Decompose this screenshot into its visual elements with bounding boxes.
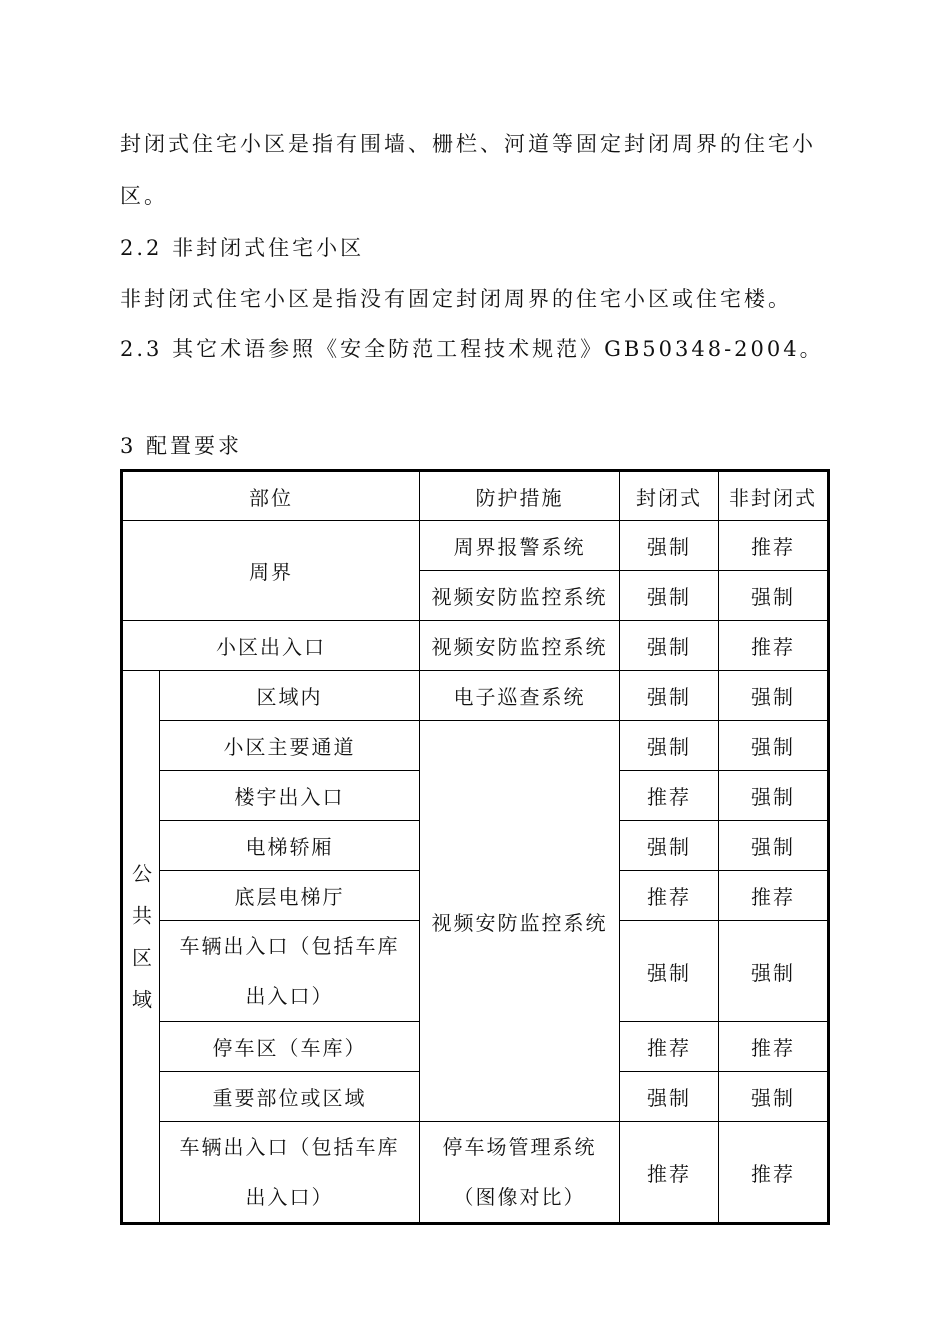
table-header-row: [122, 471, 829, 521]
open-cell: 强制: [719, 671, 829, 721]
entrance-cell: 小区出入口: [122, 621, 420, 671]
open-cell: 强制: [719, 721, 829, 771]
location-cell: 底层电梯厅: [160, 871, 420, 921]
closed-cell: 推荐: [620, 1022, 719, 1072]
location-line-2: 出入口）: [245, 984, 334, 1008]
location-cell: 停车区（车库）: [160, 1022, 420, 1072]
closed-cell: 强制: [620, 621, 719, 671]
header-location: 部位: [122, 471, 420, 521]
closed-cell: 推荐: [620, 1122, 719, 1224]
closed-cell: 推荐: [620, 871, 719, 921]
closed-cell: 推荐: [620, 771, 719, 821]
location-cell: 楼宇出入口: [160, 771, 420, 821]
measure-cell-video: 视频安防监控系统: [420, 721, 620, 1122]
open-cell: 强制: [719, 921, 829, 1022]
location-cell: [160, 1122, 420, 1224]
paragraph-2-3: 2.3 其它术语参照《安全防范工程技术规范》GB50348-2004。: [120, 337, 824, 361]
paragraph-1-continued: 区。: [120, 184, 168, 208]
location-cell: 电梯轿厢: [160, 821, 420, 871]
location-line-1: 车辆出入口（包括车库: [179, 934, 400, 958]
open-cell: 强制: [719, 821, 829, 871]
open-cell: 强制: [719, 1072, 829, 1122]
open-cell: 推荐: [719, 1122, 829, 1224]
open-cell: 强制: [719, 771, 829, 821]
closed-cell: 强制: [620, 1072, 719, 1122]
closed-cell: 强制: [620, 721, 719, 771]
measure-cell: 视频安防监控系统: [420, 571, 620, 621]
table-row: [122, 1122, 829, 1224]
table-row: [122, 621, 829, 671]
closed-cell: 强制: [620, 921, 719, 1022]
location-cell: [160, 921, 420, 1022]
location-cell: 重要部位或区域: [160, 1072, 420, 1122]
config-requirements-table: [120, 469, 830, 1225]
location-line-2: 出入口）: [245, 1185, 334, 1209]
measure-line-2: （图像对比）: [453, 1185, 586, 1209]
open-cell: 推荐: [719, 1022, 829, 1072]
measure-cell: 电子巡查系统: [420, 671, 620, 721]
open-cell: 推荐: [719, 871, 829, 921]
closed-cell: 强制: [620, 521, 719, 571]
closed-cell: 强制: [620, 821, 719, 871]
closed-cell: 强制: [620, 571, 719, 621]
header-closed: 封闭式: [620, 471, 719, 521]
section-heading-3: 3 配置要求: [120, 434, 243, 458]
location-cell: 区域内: [160, 671, 420, 721]
table-row: [122, 721, 829, 771]
measure-cell: [420, 1122, 620, 1224]
open-cell: 推荐: [719, 621, 829, 671]
location-cell: 小区主要通道: [160, 721, 420, 771]
closed-cell: 强制: [620, 671, 719, 721]
paragraph-1: 封闭式住宅小区是指有围墙、栅栏、河道等固定封闭周界的住宅小: [120, 132, 816, 156]
paragraph-2: 非封闭式住宅小区是指没有固定封闭周界的住宅小区或住宅楼。: [120, 287, 792, 311]
table-row: [122, 671, 829, 721]
measure-cell: 视频安防监控系统: [420, 621, 620, 671]
measure-cell: 周界报警系统: [420, 521, 620, 571]
header-measure: 防护措施: [420, 471, 620, 521]
perimeter-cell: 周界: [122, 521, 420, 621]
open-cell: 推荐: [719, 521, 829, 571]
section-heading-2-2: 2.2 非封闭式住宅小区: [120, 236, 365, 260]
measure-line-1: 停车场管理系统: [442, 1135, 597, 1159]
location-line-1: 车辆出入口（包括车库: [179, 1135, 400, 1159]
header-open: 非封闭式: [719, 471, 829, 521]
public-area-cell: 公共区域: [122, 671, 160, 1224]
table-row: [122, 521, 829, 571]
open-cell: 强制: [719, 571, 829, 621]
